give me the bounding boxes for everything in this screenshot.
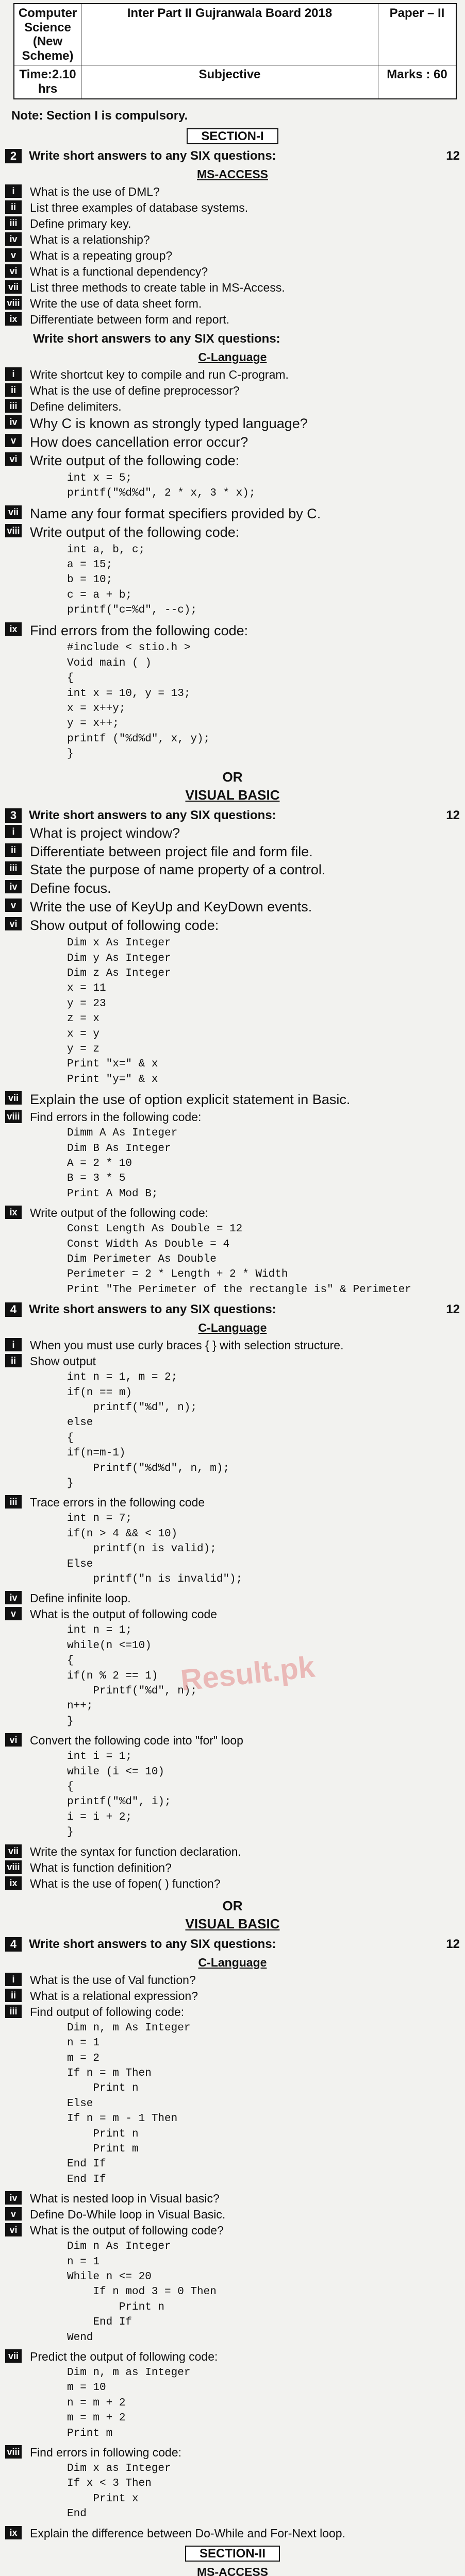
question-heading: 4 Write short answers to any SIX questions: 12 xyxy=(5,1937,460,1952)
list-item: ii What is the use of define preprocessor? xyxy=(5,383,460,398)
subheading: C-Language xyxy=(198,1321,267,1335)
code-block: Dim n As Integer n = 1 While n <= 20 If n mod 3 = 0 Then Print n End If Wend xyxy=(67,2241,217,2344)
list-item: viii Write output of the following code: xyxy=(5,524,460,541)
list-item: v How does cancellation error occur? xyxy=(5,434,460,451)
list-item: iv Why C is known as strongly typed language? xyxy=(5,415,460,432)
code-block: int i = 1; while (i <= 10) { printf("%d", i); i = i + 2; } xyxy=(67,1751,171,1839)
list-item: v Define Do-While loop in Visual Basic. xyxy=(5,2207,460,2222)
list-item: viii Find errors in following code: xyxy=(5,2445,460,2460)
list-item: iii Define primary key. xyxy=(5,216,460,231)
type-cell: Subjective xyxy=(81,65,378,98)
question-heading: 2 Write short answers to any SIX questions: 12 xyxy=(5,149,460,163)
list-item: vii Name any four format specifiers provided by C. xyxy=(5,505,460,522)
list-item: i What is the use of Val function? xyxy=(5,1973,460,1987)
paper-header xyxy=(13,3,457,99)
or-divider: OR xyxy=(222,769,243,785)
question-number: 2 xyxy=(5,149,22,163)
list-item: ii Show output xyxy=(5,1354,460,1368)
visual-basic-title: VISUAL BASIC xyxy=(185,787,280,803)
subheading: C-Language xyxy=(198,1955,267,1969)
list-item: ix Explain the difference between Do-While and For-Next loop. xyxy=(5,2526,460,2540)
subheading: MS-ACCESS xyxy=(196,2565,268,2576)
section-title: SECTION-II xyxy=(5,2547,460,2561)
question-number: 3 xyxy=(5,808,22,823)
list-item: v Write the use of KeyUp and KeyDown events. xyxy=(5,899,460,916)
code-block: int x = 5; printf("%d%d", 2 * x, 3 * x); xyxy=(67,472,256,500)
list-item: viii Find errors in the following code: xyxy=(5,1110,460,1124)
code-block: Dim x as Integer If x < 3 Then Print x End xyxy=(67,2463,171,2520)
list-item: vii Write the syntax for function declaration. xyxy=(5,1844,460,1859)
time-cell: Time:2.10 hrs xyxy=(14,65,81,98)
list-item: i What is the use of DML? xyxy=(5,184,460,199)
list-item: iv What is a relationship? xyxy=(5,232,460,247)
or-divider: OR xyxy=(222,1897,243,1913)
list-item: ii List three examples of database systems. xyxy=(5,200,460,215)
question-number: 4 xyxy=(5,1937,22,1952)
code-block: Dim n, m As Integer n = 1 m = 2 If n = m Then Print n Else If n = m - 1 Then Print n Print m End If End If xyxy=(67,2022,191,2185)
question-number: 4 xyxy=(5,1302,22,1317)
list-item: vi What is the output of following code? xyxy=(5,2223,460,2238)
list-item: v What is a repeating group? xyxy=(5,248,460,263)
visual-basic-title: VISUAL BASIC xyxy=(185,1916,280,1931)
board-cell: Inter Part II Gujranwala Board 2018 xyxy=(81,4,378,65)
code-block: Dimm A As Integer Dim B As Integer A = 2 * 10 B = 3 * 5 Print A Mod B; xyxy=(67,1127,178,1200)
list-item: vii Explain the use of option explicit statement in Basic. xyxy=(5,1091,460,1108)
list-item: vi Convert the following code into "for" loop xyxy=(5,1733,460,1748)
list-item: iv What is nested loop in Visual basic? xyxy=(5,2191,460,2206)
list-item: ii What is a relational expression? xyxy=(5,1989,460,2003)
subheading: MS-ACCESS xyxy=(196,167,268,181)
list-item: ix Find errors from the following code: xyxy=(5,622,460,639)
marks-cell: Marks : 60 xyxy=(387,67,447,82)
paper-cell: Paper – II xyxy=(378,4,456,65)
list-item: i Write shortcut key to compile and run C-program. xyxy=(5,367,460,382)
watermark: Result.pk xyxy=(179,1650,317,1698)
code-block: int n = 7; if(n > 4 && < 10) printf(n is valid); Else printf("n is invalid"); xyxy=(67,1513,243,1585)
subject-cell: Computer Science (New Scheme) xyxy=(14,4,81,65)
list-item: ix What is the use of fopen( ) function? xyxy=(5,1876,460,1891)
list-item: vi Write output of the following code: xyxy=(5,452,460,469)
subheading: C-Language xyxy=(198,350,267,364)
list-item: iii Find output of following code: xyxy=(5,2005,460,2019)
list-item: iii Define delimiters. xyxy=(5,399,460,414)
question-heading: Write short answers to any SIX questions: xyxy=(33,331,280,346)
question-heading: 4 Write short answers to any SIX questions: 12 xyxy=(5,1302,460,1317)
list-item: i What is project window? xyxy=(5,825,460,842)
list-item: ii Differentiate between project file and form file. xyxy=(5,843,460,860)
code-block: Dim n, m as Integer m = 10 n = m + 2 m = m + 2 Print m xyxy=(67,2367,191,2439)
code-block: Dim x As Integer Dim y As Integer Dim z As Integer x = 11 y = 23 z = x x = y y = z Print "x=" & x Print "y=" & x xyxy=(67,937,171,1086)
list-item: vii Predict the output of following code: xyxy=(5,2349,460,2364)
code-block: int a, b, c; a = 15; b = 10; c = a + b; printf("c=%d", --c); xyxy=(67,544,197,617)
list-item: viii What is function definition? xyxy=(5,1860,460,1875)
list-item: vi Show output of following code: xyxy=(5,917,460,934)
list-item: iv Define infinite loop. xyxy=(5,1591,460,1605)
list-item: ix Differentiate between form and report. xyxy=(5,312,460,327)
list-item: iii Trace errors in the following code xyxy=(5,1495,460,1510)
question-heading: 3 Write short answers to any SIX questions: 12 xyxy=(5,808,460,823)
code-block: Const Length As Double = 12 Const Width As Double = 4 Dim Perimeter As Double Perimeter = 2 * Length + 2 * Width Print "The Perimeter of the rectangle is" & Perimeter xyxy=(67,1223,411,1296)
code-block: int n = 1; while(n <=10) { if(n % 2 == 1) Printf("%d", n); n++; } xyxy=(67,1624,197,1727)
code-block: int n = 1, m = 2; if(n == m) printf("%d", n); else { if(n=m-1) Printf("%d%d", n, m); } xyxy=(67,1371,230,1489)
list-item: v What is the output of following code xyxy=(5,1607,460,1621)
list-item: iv Define focus. xyxy=(5,880,460,897)
list-item: viii Write the use of data sheet form. xyxy=(5,296,460,311)
list-item: i When you must use curly braces { } with selection structure. xyxy=(5,1338,460,1352)
list-item: vii List three methods to create table in MS-Access. xyxy=(5,280,460,295)
list-item: iii State the purpose of name property of a control. xyxy=(5,861,460,878)
section-title: SECTION-I xyxy=(5,129,460,144)
compulsory-note: Note: Section I is compulsory. xyxy=(11,108,188,123)
code-block: #include < stio.h > Void main ( ) { int x = 10, y = 13; x = x++y; y = x++; printf ("%d%d", x, y); } xyxy=(67,642,210,760)
list-item: ix Write output of the following code: xyxy=(5,1206,460,1220)
list-item: vi What is a functional dependency? xyxy=(5,264,460,279)
